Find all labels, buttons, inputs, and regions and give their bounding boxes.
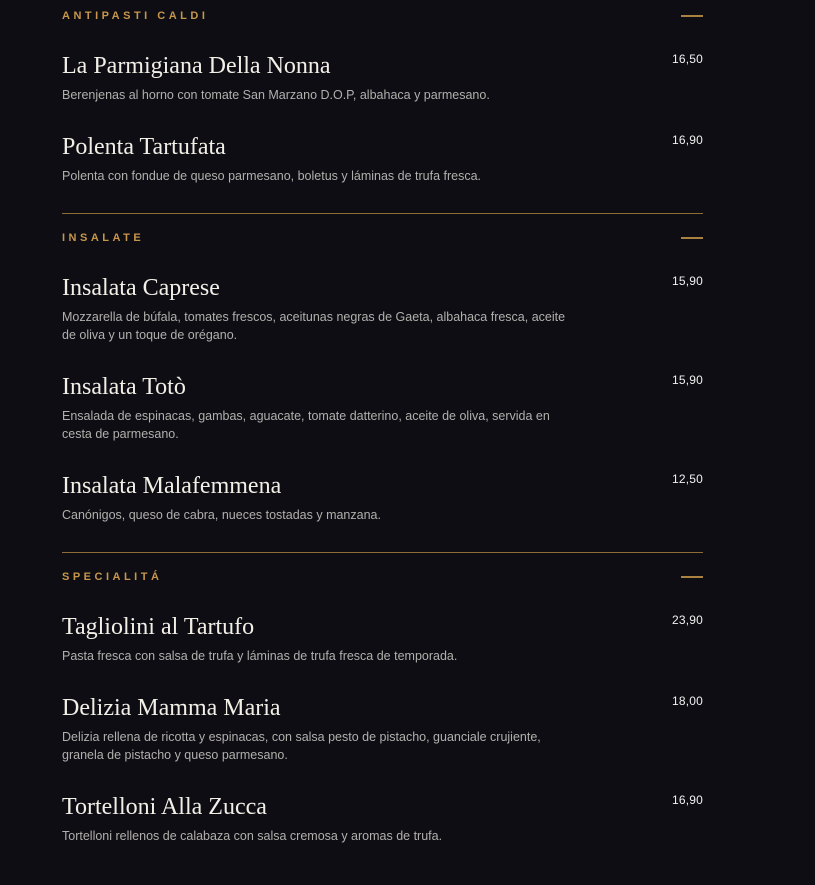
item-price: 15,90 [671, 274, 703, 288]
item-name: Delizia Mamma Maria [62, 695, 281, 721]
item-description: Tortelloni rellenos de calabaza con salsa cremosa y aromas de trufa. [62, 829, 443, 843]
section-label: SPECIALITÁ [62, 570, 163, 583]
item-price: 16,90 [671, 793, 703, 807]
item-name: Tagliolini al Tartufo [62, 614, 255, 640]
item-price: 18,00 [671, 694, 703, 708]
section-divider [62, 213, 703, 214]
item-description: Berenjenas al horno con tomate San Marzano D.O.P, albahaca y parmesano. [62, 88, 490, 102]
item-price: 23,90 [671, 613, 703, 627]
item-name: Insalata Totò [62, 374, 186, 400]
section-dash-icon [681, 576, 703, 578]
item-price: 15,90 [671, 373, 703, 387]
menu-item-text [62, 794, 442, 845]
item-description: Canónigos, queso de cabra, nueces tostadas y manzana. [62, 508, 381, 522]
item-name: Polenta Tartufata [62, 134, 226, 160]
item-name: Insalata Caprese [62, 275, 220, 301]
menu-item [62, 374, 703, 443]
menu-item [62, 134, 703, 185]
item-description: Pasta fresca con salsa de trufa y láminas de trufa fresca de temporada. [62, 649, 458, 663]
menu-item [62, 695, 703, 764]
item-description: Mozzarella de búfala, tomates frescos, aceitunas negras de Gaeta, albahaca fresca, aceite de oliva y un toque de orégano. [62, 310, 566, 342]
item-description: Ensalada de espinacas, gambas, aguacate, tomate datterino, aceite de oliva, servida en cesta de parmesano. [62, 409, 550, 441]
item-description: Delizia rellena de ricotta y espinacas, con salsa pesto de pistacho, guanciale crujiente, granela de pistacho y queso parmesano. [62, 730, 541, 762]
menu-section [62, 8, 703, 185]
menu-item-text [62, 275, 567, 344]
item-price: 12,50 [671, 472, 703, 486]
menu-section [62, 213, 703, 524]
section-items [62, 275, 703, 524]
section-header [62, 8, 703, 23]
section-dash-icon [681, 237, 703, 239]
item-price: 16,90 [671, 133, 703, 147]
menu-item [62, 473, 703, 524]
section-dash-icon [681, 15, 703, 17]
section-items [62, 614, 703, 845]
section-header [62, 230, 703, 245]
menu-item-text [62, 614, 457, 665]
menu-item [62, 53, 703, 104]
menu-item [62, 614, 703, 665]
menu-item-text [62, 134, 481, 185]
section-items [62, 53, 703, 185]
menu-item-text [62, 374, 567, 443]
menu-item-text [62, 695, 567, 764]
menu-item [62, 794, 703, 845]
menu-item [62, 275, 703, 344]
menu-item-text [62, 473, 381, 524]
menu-section [62, 552, 703, 845]
menu-item-text [62, 53, 490, 104]
item-name: Tortelloni Alla Zucca [62, 794, 267, 820]
section-label: INSALATE [62, 231, 145, 244]
section-header [62, 569, 703, 584]
item-name: La Parmigiana Della Nonna [62, 53, 331, 79]
section-label: ANTIPASTI CALDI [62, 9, 209, 22]
item-price: 16,50 [671, 52, 703, 66]
item-name: Insalata Malafemmena [62, 473, 282, 499]
section-divider [62, 552, 703, 553]
item-description: Polenta con fondue de queso parmesano, boletus y láminas de trufa fresca. [62, 169, 482, 183]
